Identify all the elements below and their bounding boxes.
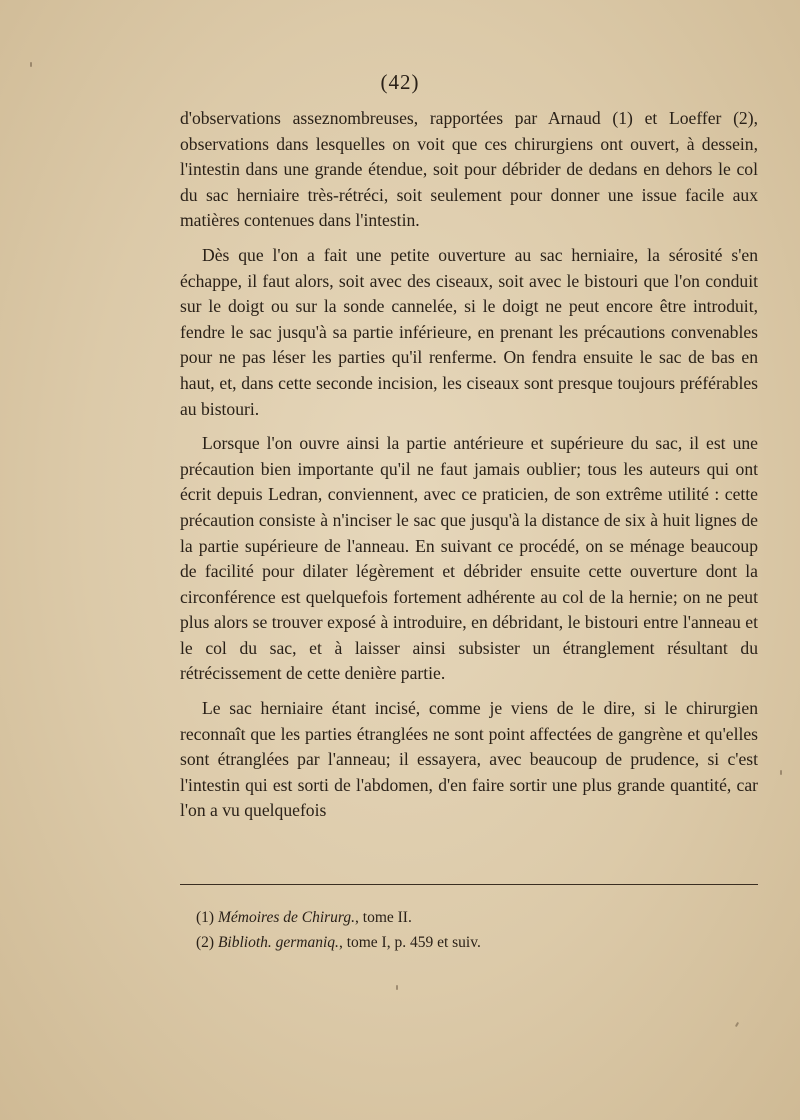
page-number: (42) — [380, 70, 420, 94]
paragraph-1: d'observations asseznombreuses, rapportées par Arnaud (1) et Loeffer (2), observations dans lesquelles on voit que ces chirurgiens ont ouvert, à dessein, l'intestin dans une grande étendue, soit pour débrider de dedans en dehors le col du sac herniaire très-rétréci, soit seulement pour donner une issue facile aux matières contenues dans l'intestin. — [180, 108, 758, 231]
paragraph-3: Lorsque l'on ouvre ainsi la partie antérieure et supérieure du sac, il est une précaution bien importante qu'il ne faut jamais oublier; tous les auteurs qui ont écrit depuis Ledran, conviennent, avec ce praticien, de son extrême utilité : cette précaution consiste à n'inciser le sac que jusqu'à la distance de six à huit lignes de la partie supérieure de l'anneau. En suivant ce procédé, on se ménage beaucoup de facilité pour dilater légèrement et débrider ensuite cette ouverture dont la circonférence est quelquefois fortement adhérente au col de la hernie; on ne peut plus alors se trouver exposé à introduire, en débridant, le bistouri entre l'anneau et le col du sac, et à laisser ainsi subsister un étranglement résultant du rétrécissement de cette denière partie. — [180, 433, 758, 684]
footnote-title: Biblioth. germaniq. — [217, 934, 339, 951]
paper-speck — [30, 62, 32, 67]
footnote-marker: (1) — [196, 909, 215, 926]
body-text — [180, 106, 758, 833]
footnote-title: Mémoires de Chirurg. — [217, 909, 356, 926]
footnote-1 — [196, 905, 756, 930]
footnotes — [196, 905, 756, 955]
paper-speck — [780, 770, 782, 775]
paragraph-4: Le sac herniaire étant incisé, comme je viens de le dire, si le chirurgien reconnaît que les parties étranglées ne sont point affectées de gangrène et qu'elles sont étranglées par l'anneau; il essayera, avec beaucoup de prudence, si c'est l'intestin qui est sorti de l'abdomen, d'en faire sortir une plus grande quantité, car l'on a vu quelquefois — [180, 698, 758, 821]
footnote-rest: , tome II. — [355, 909, 412, 926]
footnote-rest: , tome I, p. 459 et suiv. — [338, 934, 481, 951]
footnote-divider — [180, 884, 758, 885]
paragraph-2: Dès que l'on a fait une petite ouverture au sac herniaire, la sérosité s'en échappe, il faut alors, soit avec des ciseaux, soit avec le bistouri que l'on conduit sur le doigt ou sur la sonde cannelée, si le doigt ne peut encore être introduit, fendre le sac jusqu'à sa partie inférieure, en prenant les précautions convenables pour ne pas léser les parties qu'il renferme. On fendra ensuite le sac de bas en haut, et, dans cette seconde incision, les ciseaux sont presque toujours préférables au bistouri. — [180, 244, 758, 419]
paper-speck — [396, 985, 398, 990]
footnote-marker: (2) — [196, 934, 215, 951]
footnote-2 — [196, 930, 756, 955]
paper-speck — [735, 1022, 739, 1027]
